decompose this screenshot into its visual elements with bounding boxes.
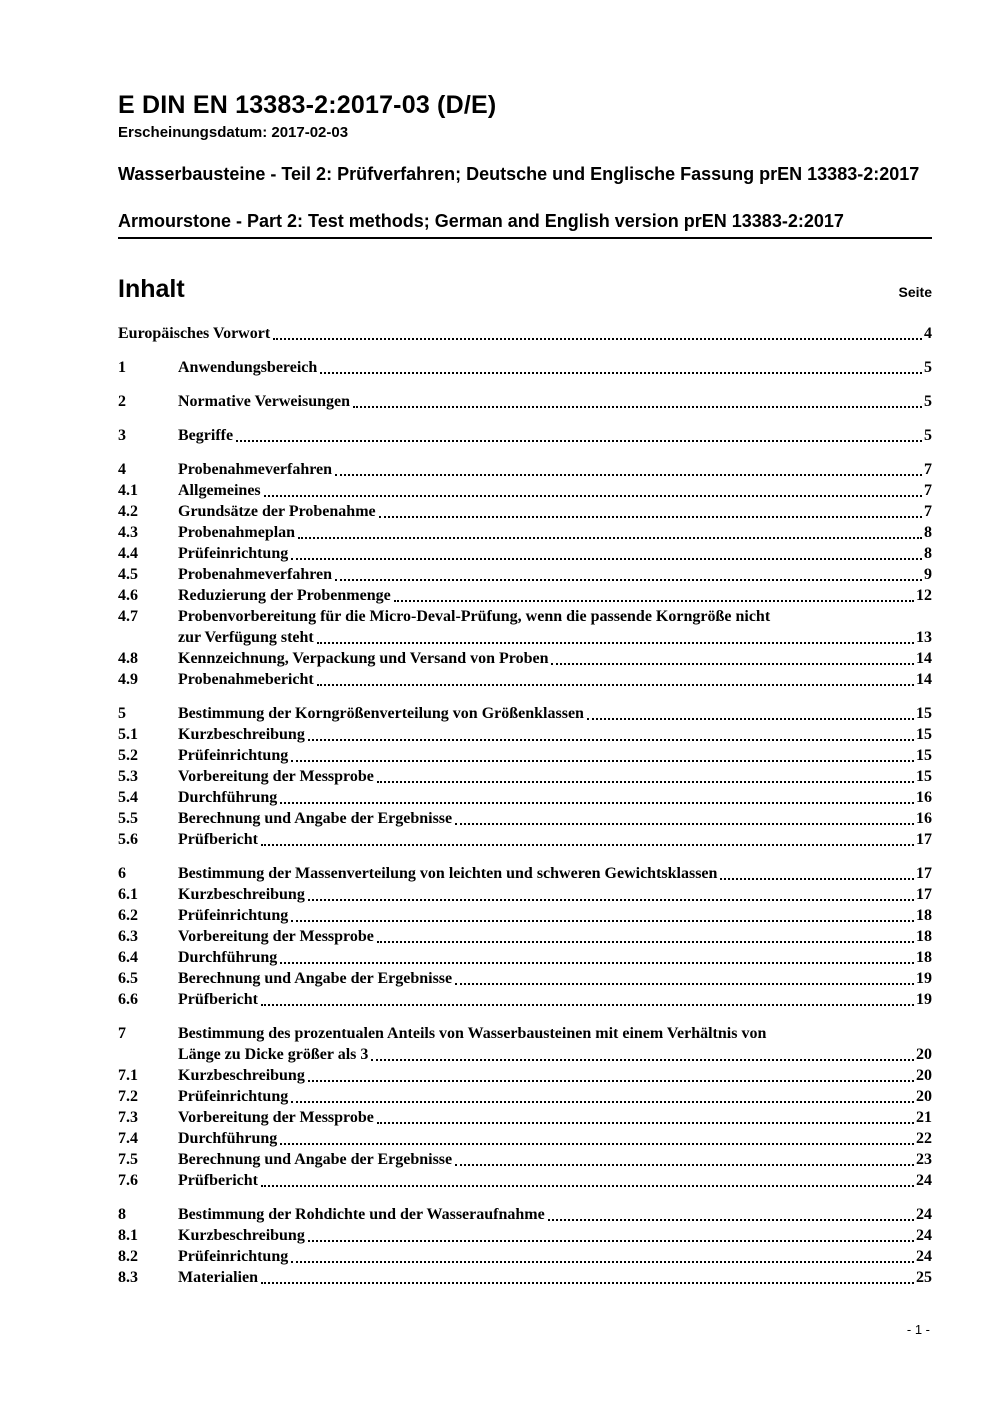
toc-entry-page: 12 [916,586,932,604]
toc-entry-page: 8 [924,544,932,562]
toc-entry [118,648,932,669]
toc-dot-leader [317,669,914,686]
toc-entry-title: Berechnung und Angabe der Ergebnisse [178,809,453,827]
toc-entry-page: 24 [916,1247,932,1265]
toc-dot-leader [280,947,914,964]
toc-entry-title: Europäisches Vorwort [118,324,271,342]
toc-entry-number: 6.2 [118,906,138,924]
toc-heading: Inhalt [118,274,185,303]
toc-entry [118,480,932,501]
toc-entry [118,766,932,787]
toc-entry-page: 15 [916,704,932,722]
toc-entry-number: 8.3 [118,1268,138,1286]
toc-entry-page: 24 [916,1226,932,1244]
toc-dot-leader [291,905,914,922]
toc-entry-page: 24 [916,1205,932,1223]
toc-entry-number: 4.4 [118,544,138,562]
toc-entry-title: Reduzierung der Probenmenge [178,586,391,604]
toc-entry-number: 5 [118,704,126,722]
toc-entry [118,323,932,344]
toc-dot-leader [548,1204,914,1221]
toc-entry [118,724,932,745]
toc-entry-title: Vorbereitung der Messprobe [178,767,374,785]
toc-entry-title: Kurzbeschreibung [178,725,305,743]
toc-dot-leader [551,648,914,665]
toc-entry [118,703,932,724]
toc-entry [118,968,932,989]
toc-entry-number: 8 [118,1205,126,1223]
toc-dot-leader [236,425,922,442]
toc-entry [118,926,932,947]
toc-dot-leader [353,391,922,408]
toc-entry-number: 6.6 [118,990,138,1008]
toc-dot-leader [291,1086,914,1103]
toc-entry-number: 8.2 [118,1247,138,1265]
toc-entry [118,808,932,829]
toc-entry [118,1170,932,1191]
toc-entry-page: 22 [916,1129,932,1147]
toc-dot-leader [308,1065,914,1082]
toc-entry-number: 6.4 [118,948,138,966]
toc-entry-title: Durchführung [178,1129,278,1147]
toc-entry-number: 1 [118,358,126,376]
toc-entry [118,1225,932,1246]
toc-entry-page: 15 [916,767,932,785]
toc-entry-title: Grundsätze der Probenahme [178,502,376,520]
toc-entry-title: Prüfbericht [178,1171,258,1189]
toc-dot-leader [308,1225,914,1242]
toc-entry-number: 4.8 [118,649,138,667]
toc-entry [118,1246,932,1267]
toc-entry-page: 16 [916,788,932,806]
toc-entry [118,564,932,585]
toc-entry-title: Prüfeinrichtung [178,1087,289,1105]
toc-entry-title: Probenahmeplan [178,523,296,541]
toc-entry-number: 4.1 [118,481,138,499]
toc-dot-leader [280,1128,914,1145]
toc-entry-page: 7 [924,481,932,499]
toc-entry-title: Prüfeinrichtung [178,544,289,562]
toc-entry-number: 6.1 [118,885,138,903]
toc-entry-title: Bestimmung der Massenverteilung von leichten und schweren Gewichtsklassen [178,864,718,882]
toc-page-column-label: Seite [898,283,932,300]
toc-entry-title: Durchführung [178,788,278,806]
toc-entry [118,1204,932,1225]
toc-dot-leader [291,1246,914,1263]
toc-entry-page: 25 [916,1268,932,1286]
title-german: Wasserbausteine - Teil 2: Prüfverfahren; Deutsche und Englische Fassung prEN 13383-2:2017 [118,163,920,184]
toc-dot-leader [379,501,922,518]
toc-entry [118,1267,932,1288]
toc-entry [118,884,932,905]
toc-entry [118,627,932,648]
toc-dot-leader [261,989,914,1006]
toc-entry-number: 5.4 [118,788,138,806]
toc-entry [118,1107,932,1128]
toc-dot-leader [377,1107,914,1124]
toc-entry-number: 5.1 [118,725,138,743]
toc-entry-number: 4.7 [118,607,138,625]
toc-entry [118,585,932,606]
toc-dot-leader [298,522,922,539]
toc-entry-title: Materialien [178,1268,258,1286]
toc-entry [118,425,932,446]
toc-entry-number: 7 [118,1024,126,1042]
toc-dot-leader [377,926,914,943]
toc-dot-leader [455,1149,914,1166]
toc-entry [118,787,932,808]
toc-entry-number: 3 [118,426,126,444]
toc-entry-page: 7 [924,502,932,520]
toc-entry [118,863,932,884]
toc-entry-number: 6.5 [118,969,138,987]
toc-dot-leader [261,1267,914,1284]
toc-entry-number: 7.6 [118,1171,138,1189]
toc-entry-title: Kurzbeschreibung [178,885,305,903]
toc-header [118,275,932,304]
toc-entry-page: 18 [916,927,932,945]
toc-dot-leader [261,829,914,846]
toc-entry-number: 4 [118,460,126,478]
toc-entry-number: 4.5 [118,565,138,583]
toc-entry-page: 15 [916,725,932,743]
toc-entry-title: Prüfeinrichtung [178,906,289,924]
toc-dot-leader [308,884,914,901]
toc-entry [118,459,932,480]
toc-entry-page: 19 [916,990,932,1008]
toc-dot-leader [335,564,922,581]
toc-entry-number: 8.1 [118,1226,138,1244]
toc-entry-number: 4.3 [118,523,138,541]
toc-entry-title: Begriffe [178,426,234,444]
toc-entry-number: 5.6 [118,830,138,848]
toc-entry-number: 4.2 [118,502,138,520]
toc-dot-leader [308,724,914,741]
toc-entry-title: zur Verfügung steht [178,628,314,646]
toc-entry [118,1044,932,1065]
toc-dot-leader [587,703,914,720]
toc-entry-title: Prüfeinrichtung [178,746,289,764]
toc-dot-leader [377,766,914,783]
toc-dot-leader [320,357,922,374]
toc-entry-page: 7 [924,460,932,478]
toc-entry [118,1065,932,1086]
toc-entry-title: Normative Verweisungen [178,392,350,410]
toc-entry-page: 18 [916,948,932,966]
toc-entry-page: 24 [916,1171,932,1189]
toc-entry [118,543,932,564]
toc-entry-title: Prüfbericht [178,830,258,848]
toc-dot-leader [280,787,914,804]
toc-entry [118,669,932,690]
publication-date: Erscheinungsdatum: 2017-02-03 [118,123,349,141]
toc-entry-title: Probenahmeverfahren [178,565,333,583]
toc-entry-page: 20 [916,1087,932,1105]
toc-entry-number: 4.6 [118,586,138,604]
toc-entry-title: Vorbereitung der Messprobe [178,927,374,945]
toc-entry-page: 17 [916,830,932,848]
toc-entry-page: 16 [916,809,932,827]
toc-dot-leader [371,1044,914,1061]
toc-list [118,323,932,1288]
toc-entry [118,1128,932,1149]
toc-entry-title: Vorbereitung der Messprobe [178,1108,374,1126]
toc-entry-number [118,627,178,648]
toc-entry-page: 17 [916,885,932,903]
doc-number: E DIN EN 13383-2:2017-03 (D/E) [118,91,497,119]
toc-entry-number: 7.3 [118,1108,138,1126]
toc-entry-page: 19 [916,969,932,987]
title-english: Armourstone - Part 2: Test methods; German and English version prEN 13383-2:2017 [118,210,932,239]
toc-entry-number: 6 [118,864,126,882]
toc-entry-title: Berechnung und Angabe der Ergebnisse [178,969,453,987]
toc-entry [118,1023,932,1044]
toc-entry-title: Anwendungsbereich [178,358,318,376]
toc-entry [118,522,932,543]
toc-entry-title: Prüfbericht [178,990,258,1008]
toc-dot-leader [335,459,922,476]
toc-entry-number [118,1044,178,1065]
toc-dot-leader [394,585,914,602]
toc-entry-title: Bestimmung des prozentualen Anteils von Wasserbausteinen mit einem Verhältnis von [178,1024,767,1042]
toc-entry [118,829,932,850]
toc-entry-page: 5 [924,426,932,444]
toc-entry-title: Probenahmeverfahren [178,460,333,478]
toc-entry-title: Prüfeinrichtung [178,1247,289,1265]
toc-entry-title: Bestimmung der Rohdichte und der Wasseraufnahme [178,1205,545,1223]
toc-entry-page: 18 [916,906,932,924]
toc-entry-page: 8 [924,523,932,541]
toc-entry [118,947,932,968]
toc-dot-leader [264,480,922,497]
toc-entry-number: 5.2 [118,746,138,764]
toc-entry-number: 7.1 [118,1066,138,1084]
toc-entry [118,501,932,522]
toc-dot-leader [455,808,914,825]
footer-page-number: - 1 - [906,1322,930,1337]
toc-entry-number: 5.3 [118,767,138,785]
toc-entry [118,1149,932,1170]
toc-entry [118,391,932,412]
toc-entry-number: 7.2 [118,1087,138,1105]
toc-entry-page: 14 [916,670,932,688]
toc-entry-title: Kurzbeschreibung [178,1066,305,1084]
toc-entry [118,606,932,627]
toc-entry-number: 7.4 [118,1129,138,1147]
toc-entry-title: Allgemeines [178,481,261,499]
toc-dot-leader [291,543,922,560]
toc-entry-page: 21 [916,1108,932,1126]
toc-entry-title: Probenahmebericht [178,670,314,688]
toc-dot-leader [291,745,914,762]
toc-entry-title: Probenvorbereitung für die Micro-Deval-Prüfung, wenn die passende Korngröße nicht [178,607,771,625]
toc-entry-number: 2 [118,392,126,410]
toc-entry [118,905,932,926]
toc-entry-title: Bestimmung der Korngrößenverteilung von Größenklassen [178,704,584,722]
toc-entry-page: 20 [916,1045,932,1063]
toc-entry-title: Berechnung und Angabe der Ergebnisse [178,1150,453,1168]
toc-entry-number: 5.5 [118,809,138,827]
toc-entry-page: 20 [916,1066,932,1084]
toc-entry-title: Kennzeichnung, Verpackung und Versand von Proben [178,649,549,667]
toc-entry-page: 15 [916,746,932,764]
toc-entry-page: 14 [916,649,932,667]
toc-entry-title: Kurzbeschreibung [178,1226,305,1244]
toc-entry-page: 23 [916,1150,932,1168]
toc-dot-leader [317,627,914,644]
toc-entry [118,745,932,766]
toc-dot-leader [720,863,914,880]
toc-dot-leader [261,1170,914,1187]
document-content [118,0,932,1288]
toc-dot-leader [273,323,922,340]
toc-entry-page: 5 [924,358,932,376]
toc-entry [118,1086,932,1107]
toc-entry-page: 9 [924,565,932,583]
toc-dot-leader [455,968,914,985]
toc-entry-page: 4 [924,324,932,342]
toc-entry-number: 6.3 [118,927,138,945]
toc-entry-title: Durchführung [178,948,278,966]
toc-entry [118,357,932,378]
toc-entry-number: 4.9 [118,670,138,688]
toc-entry-page: 5 [924,392,932,410]
toc-entry-title: Länge zu Dicke größer als 3 [178,1045,369,1063]
toc-entry-page: 17 [916,864,932,882]
toc-entry-page: 13 [916,628,932,646]
toc-entry [118,989,932,1010]
toc-entry-number: 7.5 [118,1150,138,1168]
